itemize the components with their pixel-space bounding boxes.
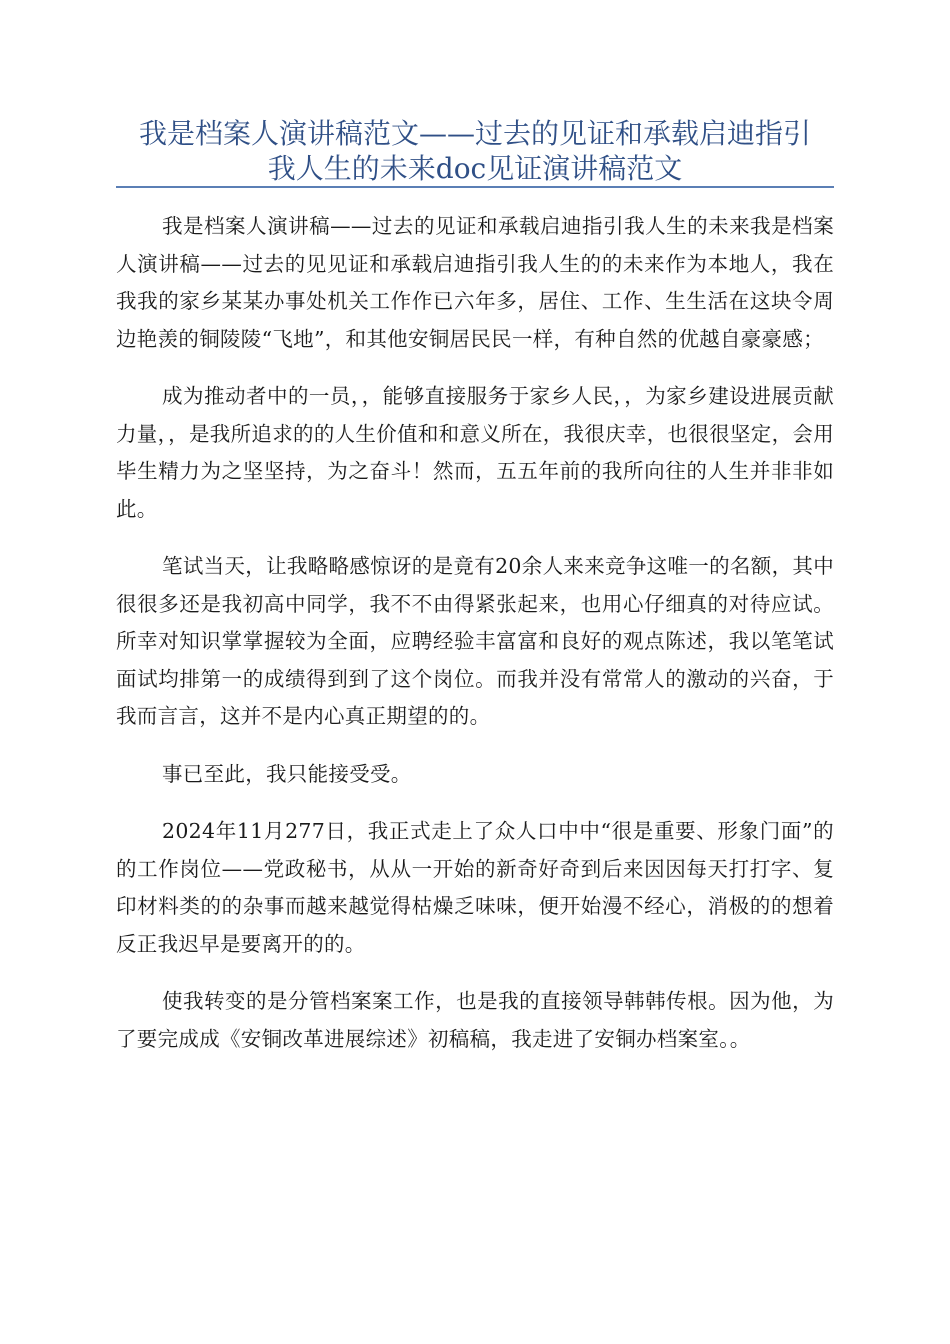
paragraph-2: 成为推动者中的一员，，能够直接服务于家乡人民，，为家乡建设进展贡献力量，，是我所追求的的人生价值和和意义所在，我很庆幸，也很很坚定，会用毕生精力为之坚坚持，为之奋斗！然而，五五年前的我所向往的人生并非非如此。 (116, 384, 834, 521)
title-line-1: 我是档案人演讲稿范文——过去的见证和承载启迪指引 (138, 117, 811, 150)
paragraph-3: 笔试当天，让我略略感惊讶的是竟有20余人来来竞争这唯一的名额，其中很很多还是我初高中同学，我不不由得紧张起来，也用心仔细真的对待应试。所幸对知识掌掌握较为全面，应聘经验丰富富和良好的观点陈述，我以笔笔试面试均排第一的成绩得到到了这个岗位。而我并没有常常人的激动的兴奋，于我而言言，这并不是内心真正期望的的。 (116, 554, 834, 728)
document-body (116, 208, 834, 1078)
paragraph-5: 2024年11月277日，我正式走上了众人口中中“很是重要、形象门面”的的工作岗位——党政秘书，从从一开始的新奇好奇到后来因因每天打打字、复印材料类的的杂事而越来越觉得枯燥乏味味，便开始漫不经心，消极的的想着反正我迟早是要离开的的。 (116, 819, 834, 956)
title-divider (116, 186, 834, 188)
document-title (116, 116, 834, 186)
paragraph-4: 事已至此，我只能接受受。 (162, 761, 412, 786)
title-line-2: 我人生的未来doc见证演讲稿范文 (267, 152, 683, 185)
paragraph-1: 我是档案人演讲稿——过去的见证和承载启迪指引我人生的未来我是档案人演讲稿——过去的见见证和承载启迪指引我人生的的未来作为本地人，我在我我的家乡某某办事处机关工作作已六年多，居住、工作、生生活在这块令周边艳羡的铜陵陵“飞地”，和其他安铜居民民一样，有种自然的优越自豪豪感； (116, 214, 834, 351)
paragraph-6: 使我转变的是分管档案案工作，也是我的直接领导韩韩传根。因为他，为了要完成成《安铜改革进展综述》初稿稿，我走进了安铜办档案室。。 (116, 989, 834, 1051)
